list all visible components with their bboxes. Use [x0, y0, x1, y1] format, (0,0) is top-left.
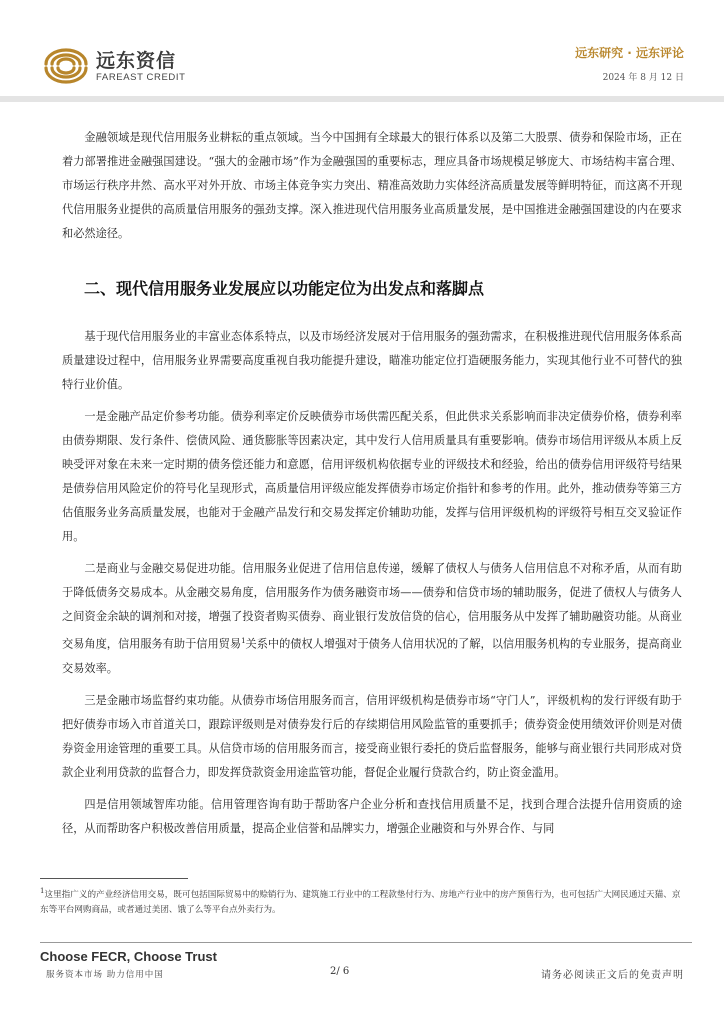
- footnote-divider: [40, 878, 188, 879]
- paragraph-5: 四是信用领域智库功能。信用管理咨询有助于帮助客户企业分析和查找信用质量不足，找到合理合法提升信用资质的途径，从而帮助客户积极改善信用质量，提高企业信誉和品牌实力，增强企业融资和与外界合作、与同: [62, 797, 682, 835]
- series-title: 远东研究 · 远东评论: [575, 46, 684, 60]
- intro-paragraph: 金融领域是现代信用服务业耕耘的重点领域。当今中国拥有全球最大的银行体系以及第二大股票、债券和保险市场，正在着力部署推进金融强国建设。“强大的金融市场”作为金融强国的重要标志，理应具备市场规模足够庞大、市场结构丰富合理、市场运行秩序井然、高水平对外开放、市场主体竞争实力突出、精准高效助力实体经济高质量发展等鲜明特征，而这离不开现代信用服务业提供的高质量信用服务的强劲支撑。深入推进现代信用服务业高质量发展，是中国推进金融强国建设的内在要求和必然途径。: [62, 131, 682, 240]
- brand-name-cn: 远东资信: [96, 50, 177, 72]
- footer-divider: [40, 942, 692, 943]
- brand-name-en: FAREAST CREDIT: [96, 72, 186, 83]
- footnote: [40, 884, 688, 918]
- section-heading: 二、现代信用服务业发展应以功能定位为出发点和落脚点: [84, 279, 485, 298]
- paragraph-3-part-b: 关系中的债权人增强对于债务人信用状况的了解，以信用服务机构的专业服务，提高商业交易效率。: [62, 637, 682, 675]
- article-body: [62, 126, 682, 849]
- fareast-credit-logo-icon: [40, 44, 92, 84]
- footnote-ref[interactable]: 1: [241, 637, 246, 645]
- footnote-mark: 1: [40, 887, 45, 895]
- page-number: 2/ 6: [330, 966, 350, 977]
- publish-date: 2024 年 8 月 12 日: [602, 73, 684, 83]
- paragraph-3-part-a: 二是商业与金融交易促进功能。信用服务业促进了信用信息传递，缓解了债权人与债务人信用信息不对称矛盾，从而有助于降低债务交易成本。从金融交易角度，信用服务作为债务融资市场——债券和信贷市场的辅助服务，促进了债权人与债务人之间资金余缺的调剂和对接，增强了投资者购买债券、商业银行发放信贷的信心，信用服务从中发挥了辅助融资功能。从商业交易角度，信用服务有助于信用贸易: [62, 562, 682, 651]
- page-header: [0, 0, 724, 100]
- paragraph-1: 基于现代信用服务业的丰富业态体系特点，以及市场经济发展对于信用服务的强劲需求，在积极推进现代信用服务体系高质量建设过程中，信用服务业界需要高度重视自我功能提升建设，瞄准功能定位打造硬服务能力，实现其他行业不可替代的独特行业价值。: [62, 330, 682, 391]
- paragraph-2: 一是金融产品定价参考功能。债券利率定价反映债券市场供需匹配关系，但此供求关系影响而非决定债券价格，债券利率由债券期限、发行条件、偿债风险、通货膨胀等因素决定，其中发行人信用质量具有重要影响。债券市场信用评级从本质上反映受评对象在未来一定时期的债务偿还能力和意愿，信用评级机构依据专业的评级技术和经验，给出的债券信用评级符号结果是债券信用风险定价的符号化呈现形式，高质量信用评级应能发挥债券市场定价指针和参考的作用。此外，推动债券等第三方估值服务业务高质量发展，也能对于金融产品发行和交易发挥定价辅助功能，发挥与信用评级机构的评级符号相互交叉验证作用。: [62, 410, 682, 543]
- paragraph-4: 三是金融市场监督约束功能。从债券市场信用服务而言，信用评级机构是债券市场“守门人”，评级机构的发行评级有助于把好债券市场入市首道关口，跟踪评级则是对债券发行后的存续期信用风险监管的重要抓手；债券资金使用绩效评价则是对债券资金用途管理的重要工具。从信贷市场的信用服务而言，接受商业银行委托的贷后监督服务，能够与商业银行共同形成对贷款企业利用贷款的监督合力，即发挥贷款资金用途监管功能，督促企业履行贷款合约，防止资金滥用。: [62, 693, 682, 779]
- footnote-text: 这里指广义的产业经济信用交易，既可包括国际贸易中的赊销行为、建筑施工行业中的工程款垫付行为、房地产行业中的房产预售行为，也可包括广大网民通过天猫、京东等平台网购商品，或者通过美团、饿了么等平台点外卖行为。: [40, 889, 681, 915]
- footer-slogan: Choose FECR, Choose Trust: [40, 949, 217, 964]
- disclaimer-note: 请务必阅读正文后的免责声明: [541, 970, 684, 981]
- footer-tagline: 服务资本市场 助力信用中国: [46, 970, 164, 980]
- header-divider: [0, 96, 724, 102]
- paragraph-3: [62, 557, 682, 681]
